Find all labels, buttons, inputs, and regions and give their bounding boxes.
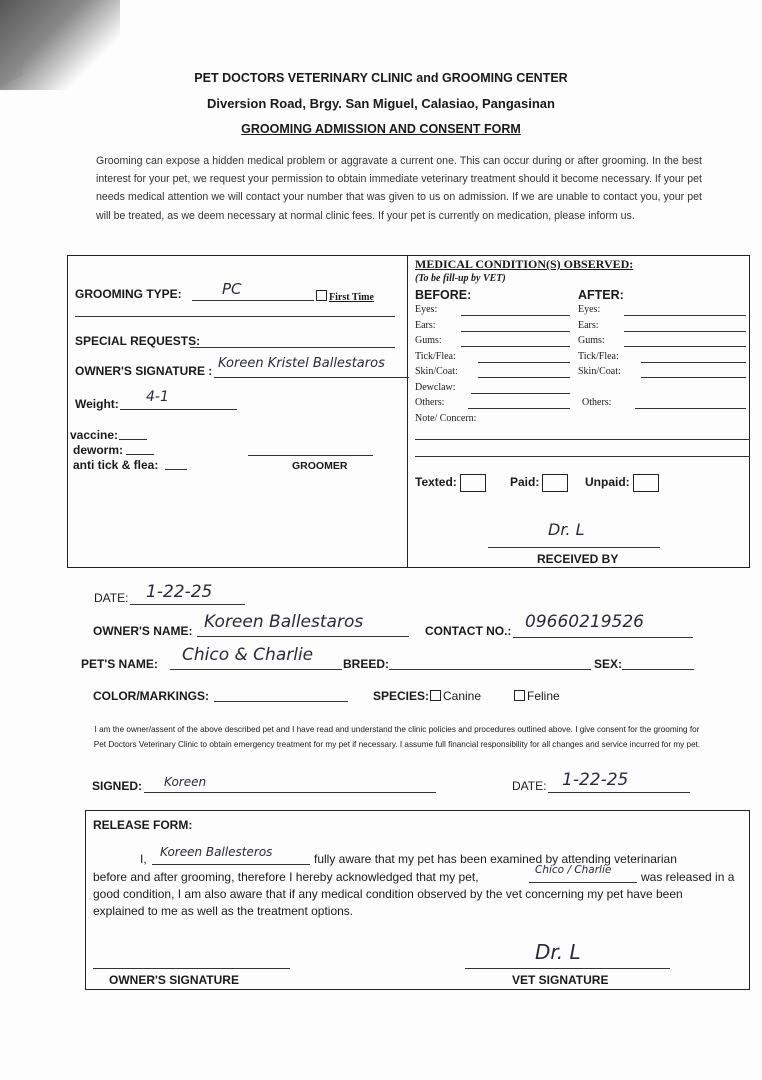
before-field-label: Others: — [415, 397, 445, 408]
grooming-extra-line — [75, 316, 395, 317]
after-field-label: Tick/Flea: — [578, 350, 619, 362]
sex-line — [622, 669, 694, 670]
medical-title: MEDICAL CONDITION(S) OBSERVED: — [415, 257, 634, 271]
before-field-line — [468, 408, 571, 409]
clinic-address: Diversion Road, Brgy. San Miguel, Calasiao, Pangasinan — [207, 96, 555, 111]
first-time-option — [316, 290, 374, 303]
vet-signature-line — [465, 968, 670, 969]
color-markings-label: COLOR/MARKINGS: — [93, 689, 209, 703]
texted-checkbox[interactable] — [460, 474, 486, 492]
contact-value: 09660219526 — [525, 612, 644, 632]
consent-date-value: 1-22-25 — [562, 770, 629, 790]
release-pet-line — [529, 882, 637, 883]
before-field-line — [471, 393, 570, 394]
canine-checkbox[interactable] — [430, 690, 441, 701]
first-time-checkbox[interactable] — [316, 290, 327, 301]
after-field-label: Ears: — [578, 319, 599, 331]
vaccine-label: vaccine: — [70, 428, 119, 442]
sex-label: SEX: — [594, 657, 623, 671]
before-field-label: Skin/Coat: — [415, 366, 458, 377]
special-requests-line — [190, 347, 395, 348]
release-text-1: fully aware that my pet has been examined by attending veterinarian — [314, 852, 677, 866]
unpaid-checkbox[interactable] — [633, 474, 659, 492]
form-title: GROOMING ADMISSION AND CONSENT FORM — [241, 122, 521, 136]
unpaid-option — [585, 474, 659, 492]
note-line-1 — [415, 439, 750, 440]
breed-line — [389, 669, 591, 670]
intro-paragraph: Grooming can expose a hidden medical problem or aggravate a current one. This can occur during or after grooming. In the best interest for your pet, we request your permission to obtain immediate veterinary treatment should it become necessary. If your pet needs medical attention we will contact your number that was given to us on admission. If we are unable to contact you, your pet will be treated, as we deem necessary at normal clinic fees. If your pet is currently on medication, please inform us. — [96, 155, 702, 222]
groomer-line — [248, 455, 373, 456]
note-line-2 — [415, 456, 750, 457]
deworm-label: deworm: — [73, 443, 124, 457]
anti-tick-label: anti tick & flea: — [73, 458, 159, 472]
consent-text: I am the owner/assent of the above described pet and I have read and understand the clinic policies and procedures outlined above. I give consent for the grooming for Pet Doctors Veterinary Clinic to obtain emergency treatment for my pet if necessary. I assume full financial responsibility for all changes and service incurred for my pet. — [93, 725, 701, 749]
release-owner-signature-label: OWNER'S SIGNATURE — [109, 973, 239, 987]
after-field-line — [624, 315, 747, 316]
unpaid-label: Unpaid: — [585, 475, 630, 490]
after-field-line — [624, 331, 747, 332]
texted-label: Texted: — [415, 475, 457, 490]
release-text-3: was released in a — [641, 870, 735, 884]
feline-option — [514, 689, 560, 703]
after-label: AFTER: — [578, 288, 624, 302]
paid-option — [510, 474, 568, 492]
vet-signature-label: VET SIGNATURE — [512, 973, 609, 987]
release-owner-signature-line — [93, 968, 290, 969]
consent-date-line — [548, 792, 690, 793]
owner-signature-line — [214, 377, 409, 378]
owner-name-line — [197, 636, 409, 637]
release-text-4: good condition, I am also aware that if any medical condition observed by the vet concerning my pet have been — [93, 887, 683, 901]
date-label: DATE: — [94, 591, 129, 605]
release-pet-value: Chico / Charlie — [535, 864, 612, 876]
after-field-label: Gums: — [578, 335, 605, 346]
vet-signature-value: Dr. L — [535, 940, 581, 964]
before-field-line — [461, 331, 571, 332]
pet-name-value: Chico & Charlie — [182, 645, 314, 665]
special-requests-label: SPECIAL REQUESTS: — [75, 334, 201, 348]
before-field-line — [461, 346, 571, 347]
feline-checkbox[interactable] — [514, 690, 525, 701]
weight-label: Weight: — [75, 397, 119, 411]
release-i: I, — [140, 852, 147, 866]
grooming-type-label: GROOMING TYPE: — [75, 287, 182, 301]
clinic-name: PET DOCTORS VETERINARY CLINIC and GROOMING CENTER — [194, 71, 568, 85]
breed-label: BREED: — [343, 657, 390, 671]
canine-label: Canine — [443, 689, 482, 703]
date-line — [130, 604, 245, 605]
after-field-label: Eyes: — [578, 304, 601, 315]
grooming-type-line — [192, 300, 314, 301]
signed-label: SIGNED: — [92, 779, 143, 793]
signed-line — [144, 792, 436, 793]
before-field-label: Dewclaw: — [415, 381, 456, 393]
owner-name-label: OWNER'S NAME: — [93, 624, 193, 638]
owner-name-value: Koreen Ballestaros — [204, 612, 364, 632]
weight-line — [120, 409, 237, 410]
release-owner-value: Koreen Ballesteros — [160, 845, 273, 859]
first-time-label: First Time — [329, 292, 374, 303]
paid-checkbox[interactable] — [542, 474, 568, 492]
before-field-label: Gums: — [415, 335, 442, 346]
texted-option — [415, 474, 486, 492]
after-field-line — [641, 377, 746, 378]
date-value: 1-22-25 — [146, 582, 213, 602]
before-field-label: Eyes: — [415, 304, 438, 315]
release-owner-line — [152, 864, 310, 865]
contact-line — [513, 637, 693, 638]
pet-name-label: PET'S NAME: — [81, 657, 158, 671]
paid-label: Paid: — [510, 475, 540, 490]
groomer-label: GROOMER — [292, 460, 348, 472]
before-field-label: Ears: — [415, 319, 436, 331]
canine-option — [430, 689, 481, 703]
signed-value: Koreen — [164, 775, 207, 789]
after-field-line — [635, 408, 747, 409]
release-title: RELEASE FORM: — [93, 818, 193, 832]
medical-subtitle: (To be fill-up by VET) — [415, 273, 506, 284]
before-field-label: Tick/Flea: — [415, 350, 456, 362]
color-markings-line — [214, 701, 348, 702]
before-field-line — [478, 377, 570, 378]
grooming-type-value: PC — [222, 280, 242, 298]
anti-tick-line — [165, 469, 187, 470]
vaccine-line — [119, 439, 147, 440]
after-field-line — [624, 346, 747, 347]
consent-date-label: DATE: — [512, 779, 547, 793]
after-field-label: Others: — [582, 397, 612, 408]
owner-signature-value: Koreen Kristel Ballestaros — [218, 356, 385, 371]
release-text-5: explained to me as well as the treatment options. — [93, 904, 354, 918]
owner-signature-label: OWNER'S SIGNATURE : — [75, 364, 213, 378]
after-field-label: Skin/Coat: — [578, 366, 621, 377]
contact-label: CONTACT NO.: — [425, 624, 512, 638]
received-signature: Dr. L — [548, 520, 585, 539]
species-label: SPECIES: — [373, 689, 430, 703]
received-by-line — [488, 547, 660, 548]
release-text-2: before and after grooming, therefore I hereby acknowledged that my pet, — [93, 870, 479, 884]
weight-value: 4-1 — [146, 389, 169, 405]
before-field-line — [461, 315, 571, 316]
before-label: BEFORE: — [415, 288, 472, 302]
note-label: Note/ Concern: — [415, 413, 477, 424]
after-field-line — [641, 362, 746, 363]
received-by-label: RECEIVED BY — [537, 552, 619, 566]
pet-name-line — [170, 669, 342, 670]
feline-label: Feline — [527, 689, 560, 703]
deworm-line — [126, 454, 154, 455]
admission-box — [67, 255, 750, 568]
box-divider — [407, 255, 408, 567]
before-field-line — [478, 362, 570, 363]
